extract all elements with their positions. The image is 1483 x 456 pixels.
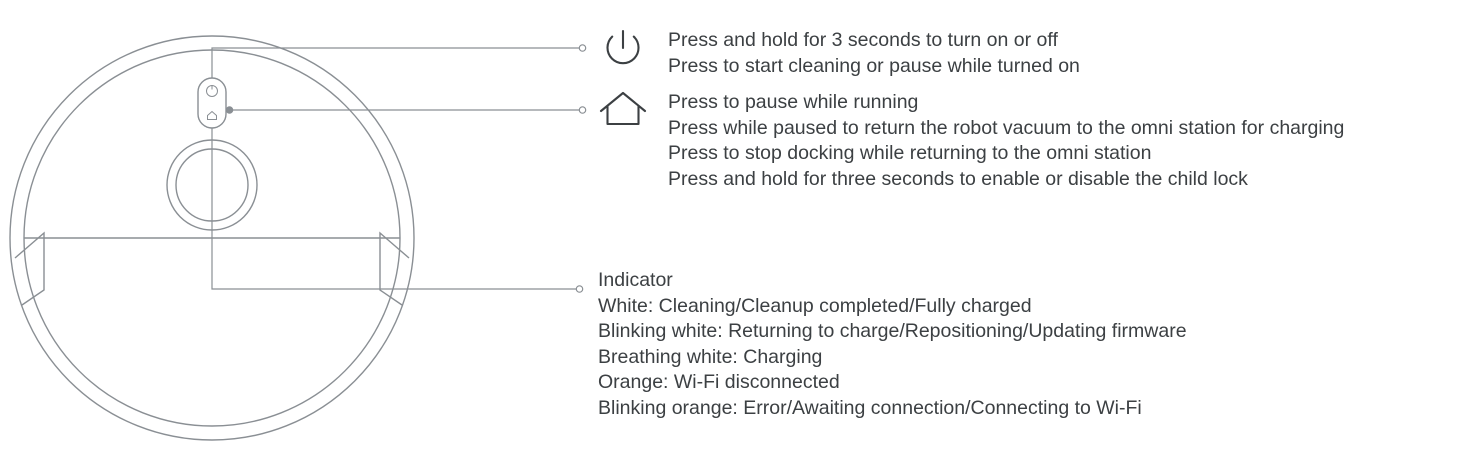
callout-power	[668, 28, 1080, 79]
callout-home-line-3: Press to stop docking while returning to the omni station	[668, 142, 1152, 164]
callout-indicator-lines	[598, 268, 1187, 421]
callout-home-lines	[668, 90, 1344, 192]
callout-power-line-1: Press and hold for 3 seconds to turn on or off	[668, 29, 1058, 51]
callout-indicator-line-breathing-white: Breathing white: Charging	[598, 345, 823, 368]
callout-indicator-line-blinking-orange: Blinking orange: Error/Awaiting connection/Connecting to Wi-Fi	[598, 396, 1142, 419]
callout-home-line-2: Press while paused to return the robot vacuum to the omni station for charging	[668, 116, 1345, 139]
callout-indicator-title: Indicator	[598, 269, 673, 291]
callout-home	[668, 90, 1344, 192]
callout-home-line-1: Press to pause while running	[668, 91, 919, 113]
callout-indicator-line-blinking-white: Blinking white: Returning to charge/Repositioning/Updating firmware	[598, 320, 1187, 342]
callout-indicator-line-white: White: Cleaning/Cleanup completed/Fully charged	[598, 294, 1032, 317]
callout-power-line-2: Press to start cleaning or pause while turned on	[668, 54, 1080, 77]
callout-home-line-4: Press and hold for three seconds to enable or disable the child lock	[668, 167, 1248, 190]
callout-indicator	[598, 268, 1187, 421]
callout-indicator-line-orange: Orange: Wi-Fi disconnected	[598, 371, 840, 393]
callout-power-lines	[668, 28, 1080, 79]
